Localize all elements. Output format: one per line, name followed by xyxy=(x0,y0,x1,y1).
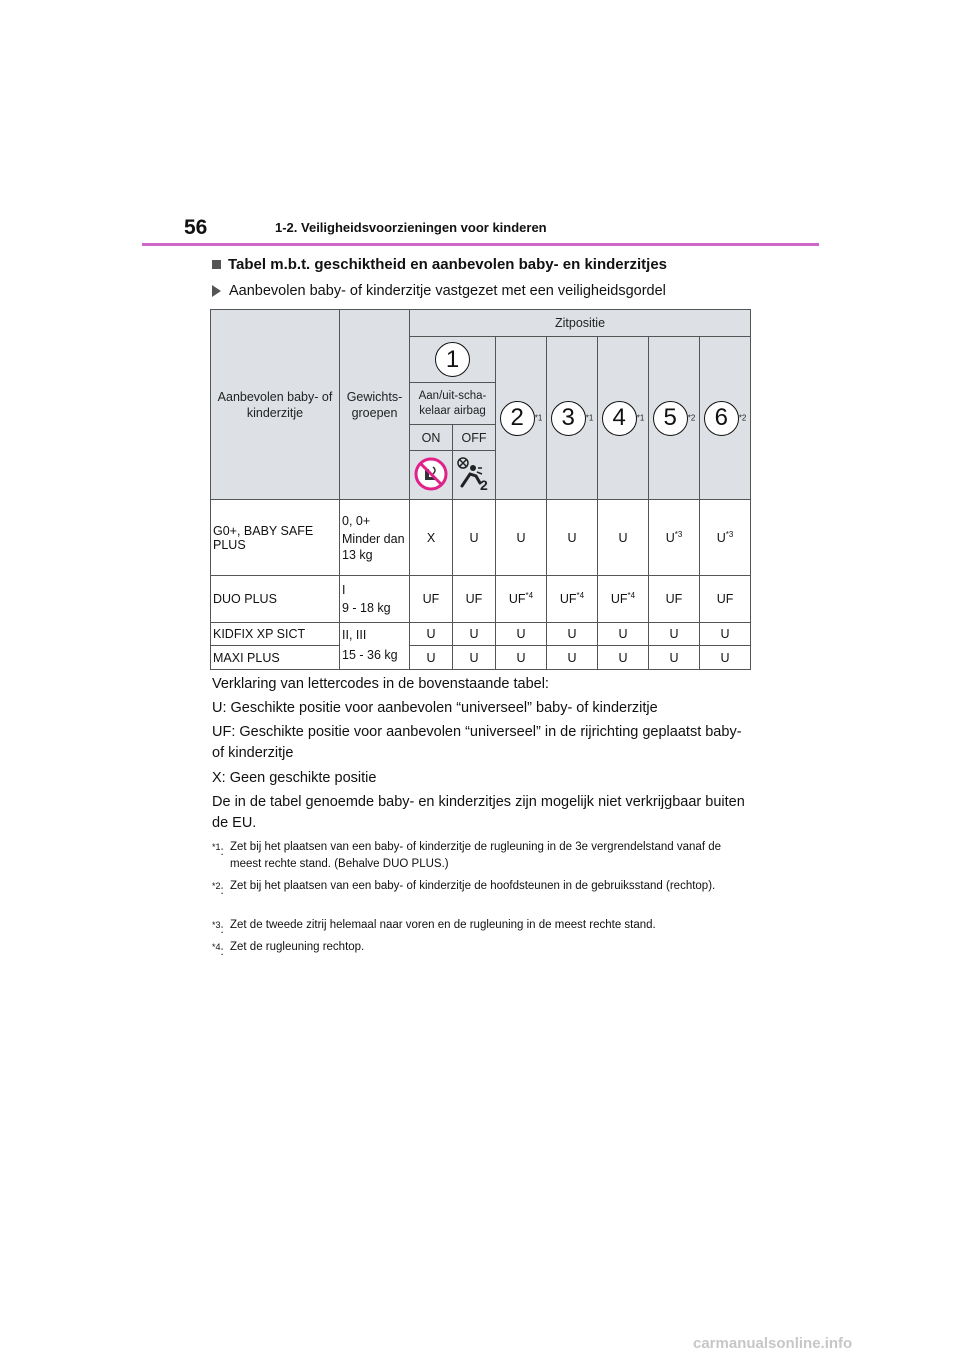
seat-note: *2 xyxy=(687,412,696,422)
footnote: $^{*3}$: Zet de tweede zitrij helemaal naar voren en de rugleuning in de meest rechte stand. xyxy=(212,917,752,939)
legend-x: X: Geen geschikte positie xyxy=(212,770,377,786)
page-number: 56 xyxy=(184,216,208,239)
seat-4-cell xyxy=(598,337,649,500)
row-cell: U xyxy=(598,646,649,670)
eu-note: De in de tabel genoemde baby- en kinderzitjes zijn mogelijk niet verkrijgbaar buiten de EU. xyxy=(212,794,745,831)
table-row xyxy=(211,576,751,623)
row-cell: X xyxy=(410,500,453,576)
row-seat-name: KIDFIX XP SICT xyxy=(211,623,340,646)
row-seat-name: G0+, BABY SAFE PLUS xyxy=(211,500,340,576)
seat-number: 2 xyxy=(500,401,535,436)
footnote: $^{*1}$: Zet bij het plaatsen van een baby- of kinderzitje de rugleuning in de 3e vergrendelstand vanaf de meest rechte stand. (Behalve DUO PLUS.) xyxy=(212,839,752,873)
seat-2-cell xyxy=(496,337,547,500)
seat-number: 4 xyxy=(602,401,637,436)
row-cell: U xyxy=(649,623,700,646)
row-group-weight: 15 - 36 kg xyxy=(342,648,398,662)
row-cell: U xyxy=(496,500,547,576)
header-group-label: Gewichts-groepen xyxy=(340,310,410,500)
row-seat-name: DUO PLUS xyxy=(211,576,340,623)
footnote-text: Zet bij het plaatsen van een baby- of kinderzitje de rugleuning in de 3e vergrendelstand vanaf de meest rechte stand. (Behalve DUO PLUS.) xyxy=(230,841,721,870)
footnote-text: Zet bij het plaatsen van een baby- of kinderzitje de hoofdsteunen in de gebruiksstand (rechtop). xyxy=(230,880,716,892)
sub-title-text: Aanbevolen baby- of kinderzitje vastgezet met een veiligheidsgordel xyxy=(229,283,666,299)
passenger-airbag-off-icon xyxy=(456,456,492,492)
running-head: 1-2. Veiligheidsvoorzieningen voor kinderen xyxy=(275,220,547,235)
square-bullet-icon xyxy=(212,260,221,269)
footnote-text: Zet de rugleuning rechtop. xyxy=(230,941,365,953)
airbag-on-icon-cell xyxy=(410,451,453,500)
row-group-weight: Minder dan 13 kg xyxy=(342,531,405,562)
row-cell: U xyxy=(700,623,751,646)
row-cell: U xyxy=(453,646,496,670)
row-cell: U xyxy=(649,646,700,670)
row-seat-name: MAXI PLUS xyxy=(211,646,340,670)
seat-note: *2 xyxy=(738,412,747,422)
seat-6-cell xyxy=(700,337,751,500)
row-cell: U xyxy=(547,646,598,670)
footnote-mark: *2 xyxy=(212,881,221,891)
row-group-class: 0, 0+ xyxy=(342,513,371,528)
row-cell: U xyxy=(598,500,649,576)
row-cell: UF$^{*4}$ xyxy=(598,576,649,623)
footnote-mark: *3 xyxy=(212,920,221,930)
legend-uf: UF: Geschikte positie voor aanbevolen “universeel” in de rijrichting geplaatst baby-of kinderzitje xyxy=(212,724,742,761)
section-title-text: Tabel m.b.t. geschiktheid en aanbevolen baby- en kinderzitjes xyxy=(228,256,667,273)
row-cell: U xyxy=(410,646,453,670)
table-row xyxy=(211,623,751,646)
table-row xyxy=(211,646,751,670)
no-rear-facing-seat-icon xyxy=(414,457,448,491)
row-cell: $U^{*3}$ xyxy=(700,500,751,576)
row-cell: U xyxy=(410,623,453,646)
seat-number: 3 xyxy=(551,401,586,436)
seat-note: *1 xyxy=(585,412,594,422)
row-cell: U xyxy=(496,623,547,646)
seat-suitability-table xyxy=(210,309,751,670)
row-cell: $U^{*3}$ xyxy=(649,500,700,576)
row-cell: U xyxy=(700,646,751,670)
watermark: carmanualsonline.info xyxy=(693,1335,853,1352)
row-cell: UF$^{*4}$ xyxy=(547,576,598,623)
row-cell: U xyxy=(547,500,598,576)
sub-title xyxy=(212,283,666,299)
footnote: $^{*2}$: Zet bij het plaatsen van een baby- of kinderzitje de hoofdsteunen in de gebruiksstand (rechtop). xyxy=(212,878,752,900)
seat-1-number: 1 xyxy=(435,342,470,377)
triangle-bullet-icon xyxy=(212,285,221,297)
row-group xyxy=(340,500,410,576)
row-cell: U xyxy=(453,623,496,646)
header-zitpositie: Zitpositie xyxy=(410,310,751,337)
row-cell: U xyxy=(547,623,598,646)
row-group xyxy=(340,576,410,623)
legend-u: U: Geschikte positie voor aanbevolen “universeel” baby- of kinderzitje xyxy=(212,700,658,716)
row-cell: U xyxy=(598,623,649,646)
row-cell: UF xyxy=(700,576,751,623)
row-cell: U xyxy=(453,500,496,576)
row-group xyxy=(340,623,410,670)
airbag-on-label: ON xyxy=(410,425,453,451)
table-row xyxy=(211,500,751,576)
airbag-off-label: OFF xyxy=(453,425,496,451)
svg-text:2: 2 xyxy=(480,476,488,492)
footnote-mark: *4 xyxy=(212,942,221,952)
seat-number: 6 xyxy=(704,401,739,436)
row-group-weight: 9 - 18 kg xyxy=(342,601,391,615)
seat-number: 5 xyxy=(653,401,688,436)
row-cell: UF xyxy=(453,576,496,623)
header-rule xyxy=(142,243,819,246)
row-cell: UF xyxy=(410,576,453,623)
row-cell: UF xyxy=(649,576,700,623)
seat-1-cell xyxy=(410,337,496,383)
row-cell: UF$^{*4}$ xyxy=(496,576,547,623)
section-title xyxy=(212,256,667,273)
seat-note: *1 xyxy=(534,412,543,422)
row-group-class: II, III xyxy=(342,628,367,642)
legend-intro: Verklaring van lettercodes in de bovenstaande tabel: xyxy=(212,676,549,692)
seat-note: *1 xyxy=(636,412,645,422)
row-cell: U xyxy=(496,646,547,670)
airbag-off-icon-cell xyxy=(453,451,496,500)
footnote: $^{*4}$: Zet de rugleuning rechtop. xyxy=(212,939,752,961)
seat-5-cell xyxy=(649,337,700,500)
footnote-text: Zet de tweede zitrij helemaal naar voren en de rugleuning in de meest rechte stand. xyxy=(230,919,656,931)
row-group-class: I xyxy=(342,583,346,597)
airbag-switch-label: Aan/uit-scha-kelaar airbag xyxy=(410,383,496,425)
header-seat-label: Aanbevolen baby- of kinderzitje xyxy=(211,310,340,500)
footnote-mark: *1 xyxy=(212,842,221,852)
seat-3-cell xyxy=(547,337,598,500)
